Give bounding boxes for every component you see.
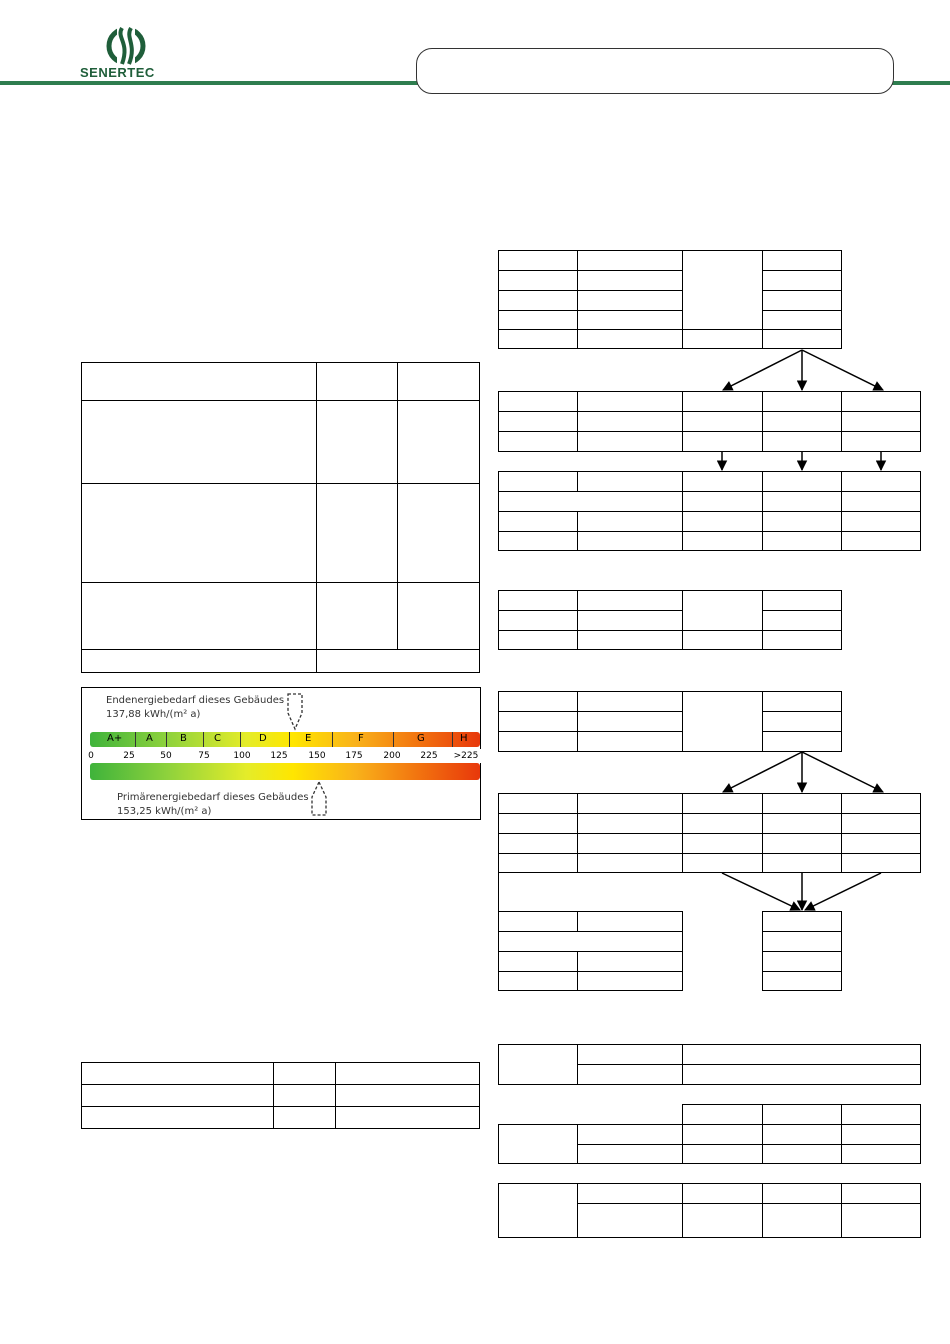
class-label: A+ (107, 733, 123, 744)
brand-name: SENERTEC (80, 65, 155, 80)
class-label: D (259, 733, 267, 744)
end-energy-label: Endenergiebedarf dieses Gebäudes (106, 695, 285, 706)
tick-label: 175 (345, 751, 363, 761)
class-label: G (417, 733, 425, 744)
primary-energy-value: 153,25 kWh/(m² a) (117, 806, 212, 817)
tick-label: 225 (420, 751, 438, 761)
tick-label: 50 (160, 751, 172, 761)
class-label: H (460, 733, 468, 744)
tick-label: >225 (453, 751, 479, 761)
tick-label: 125 (270, 751, 288, 761)
tick-label: 100 (233, 751, 251, 761)
tick-label: 25 (123, 751, 135, 761)
tick-label: 150 (308, 751, 326, 761)
class-label: A (146, 733, 153, 744)
tick-label: 75 (198, 751, 210, 761)
end-energy-value: 137,88 kWh/(m² a) (106, 709, 201, 720)
class-label: C (214, 733, 221, 744)
primary-energy-label: Primärenergiebedarf dieses Gebäudes (117, 792, 309, 803)
tick-label: 200 (383, 751, 401, 761)
tick-label: 0 (88, 751, 94, 761)
class-label: B (180, 733, 187, 744)
class-label: F (358, 733, 364, 744)
class-label: E (305, 733, 312, 744)
